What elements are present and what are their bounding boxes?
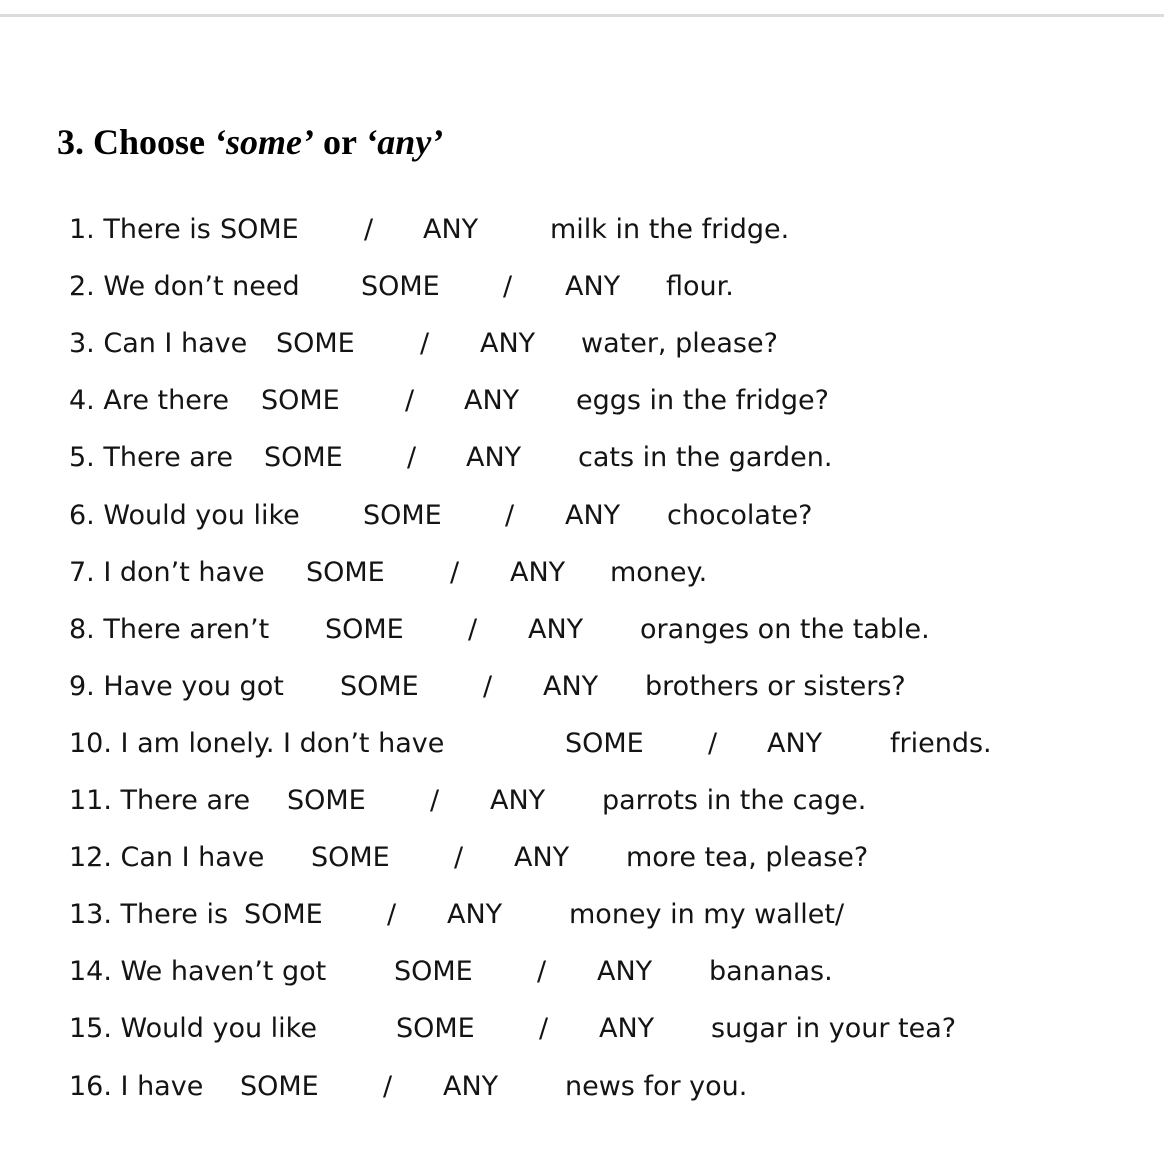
sentence-tail: friends.	[890, 727, 992, 759]
option-some[interactable]: SOME	[565, 727, 644, 759]
option-some[interactable]: SOME	[394, 956, 473, 988]
sentence-row	[69, 1067, 1149, 1107]
sentence-tail: money.	[610, 556, 708, 588]
sentence-row	[69, 895, 1149, 935]
option-separator: /	[539, 1013, 549, 1045]
option-any[interactable]: ANY	[490, 785, 546, 816]
option-separator: /	[420, 328, 430, 360]
sentence-tail: bananas.	[709, 956, 833, 988]
option-any[interactable]: ANY	[480, 328, 536, 360]
sentence-row	[69, 781, 1149, 821]
sentence-row	[69, 496, 1149, 536]
sentence-lead: 11. There are	[69, 785, 251, 816]
sentence-row	[69, 210, 1149, 250]
sentence-lead: 1. There is	[69, 214, 211, 245]
option-any[interactable]: ANY	[510, 556, 566, 588]
option-some[interactable]: SOME	[306, 556, 385, 588]
option-any[interactable]: ANY	[565, 271, 621, 303]
option-separator: /	[537, 956, 547, 988]
option-any[interactable]: ANY	[447, 899, 503, 931]
sentence-lead: 3. Can I have	[69, 328, 248, 360]
option-some[interactable]: SOME	[325, 613, 404, 645]
option-some[interactable]: SOME	[276, 328, 355, 360]
sentence-tail: parrots in the cage.	[602, 785, 867, 816]
sentence-row	[69, 267, 1149, 307]
option-separator: /	[407, 442, 417, 474]
sentence-tail: news for you.	[565, 1070, 748, 1102]
sentence-row	[69, 324, 1149, 364]
sentence-tail: flour.	[666, 271, 734, 303]
option-any[interactable]: ANY	[466, 442, 522, 474]
option-any[interactable]: ANY	[597, 956, 653, 988]
sentence-row	[69, 381, 1149, 421]
option-some[interactable]: SOME	[264, 442, 343, 474]
sentence-tail: chocolate?	[667, 499, 813, 531]
sentence-tail: water, please?	[581, 328, 778, 360]
option-some[interactable]: SOME	[396, 1013, 475, 1045]
sentence-lead: 14. We haven’t got	[69, 956, 327, 988]
sentence-lead: 8. There aren’t	[69, 613, 270, 645]
option-separator: /	[383, 1070, 393, 1102]
option-any[interactable]: ANY	[464, 385, 520, 417]
option-some[interactable]: SOME	[261, 385, 340, 417]
option-separator: /	[405, 385, 415, 417]
option-separator: /	[454, 842, 464, 874]
sentence-lead: 10. I am lonely. I don’t have	[69, 727, 445, 759]
sentence-lead: 4. Are there	[69, 385, 229, 417]
option-any[interactable]: ANY	[443, 1070, 499, 1102]
option-any[interactable]: ANY	[767, 727, 823, 759]
heading-word-any: ‘any’	[365, 122, 444, 162]
sentence-tail: eggs in the fridge?	[576, 385, 829, 417]
sentence-lead: 13. There is	[69, 899, 229, 931]
option-any[interactable]: ANY	[543, 670, 599, 702]
sentence-row	[69, 610, 1149, 650]
sentence-row	[69, 724, 1149, 764]
option-some[interactable]: SOME	[361, 271, 440, 303]
option-any[interactable]: ANY	[514, 842, 570, 874]
option-separator: /	[430, 785, 440, 816]
option-separator: /	[468, 613, 478, 645]
sentence-row	[69, 952, 1149, 992]
option-separator: /	[505, 499, 515, 531]
sentence-lead: 6. Would you like	[69, 499, 300, 531]
sentence-row	[69, 1009, 1149, 1049]
option-some[interactable]: SOME	[240, 1070, 319, 1102]
sentence-tail: more tea, please?	[626, 842, 869, 874]
option-some[interactable]: SOME	[363, 499, 442, 531]
sentence-lead: 7. I don’t have	[69, 556, 265, 588]
sentence-tail: milk in the fridge.	[550, 214, 790, 245]
option-some[interactable]: SOME	[340, 670, 419, 702]
heading-prefix: 3. Choose	[57, 122, 206, 162]
sentence-lead: 5. There are	[69, 442, 233, 474]
option-some[interactable]: SOME	[244, 899, 323, 931]
top-divider	[0, 14, 1164, 17]
sentence-tail: brothers or sisters?	[645, 670, 906, 702]
option-separator: /	[708, 727, 718, 759]
sentence-tail: sugar in your tea?	[711, 1013, 957, 1045]
option-any[interactable]: ANY	[599, 1013, 655, 1045]
option-separator: /	[503, 271, 513, 303]
sentence-row	[69, 838, 1149, 878]
sentence-lead: 15. Would you like	[69, 1013, 317, 1045]
heading-or: or	[322, 122, 357, 162]
sentence-tail: oranges on the table.	[640, 613, 930, 645]
option-separator: /	[450, 556, 460, 588]
heading-word-some: ‘some’	[214, 122, 314, 162]
option-some[interactable]: SOME	[220, 214, 299, 245]
option-separator: /	[483, 670, 493, 702]
option-some[interactable]: SOME	[311, 842, 390, 874]
sentence-row	[69, 438, 1149, 478]
option-any[interactable]: ANY	[528, 613, 584, 645]
option-separator: /	[364, 214, 374, 245]
sentence-tail: money in my wallet/	[569, 899, 845, 931]
option-some[interactable]: SOME	[287, 785, 366, 816]
sentence-lead: 9. Have you got	[69, 670, 284, 702]
sentence-lead: 12. Can I have	[69, 842, 265, 874]
sentence-lead: 16. I have	[69, 1070, 204, 1102]
sentence-tail: cats in the garden.	[578, 442, 833, 474]
option-any[interactable]: ANY	[423, 214, 479, 245]
option-separator: /	[387, 899, 397, 931]
option-any[interactable]: ANY	[565, 499, 621, 531]
sentence-lead: 2. We don’t need	[69, 271, 300, 303]
exercise-heading	[57, 120, 443, 164]
sentence-row	[69, 667, 1149, 707]
sentence-row	[69, 553, 1149, 593]
